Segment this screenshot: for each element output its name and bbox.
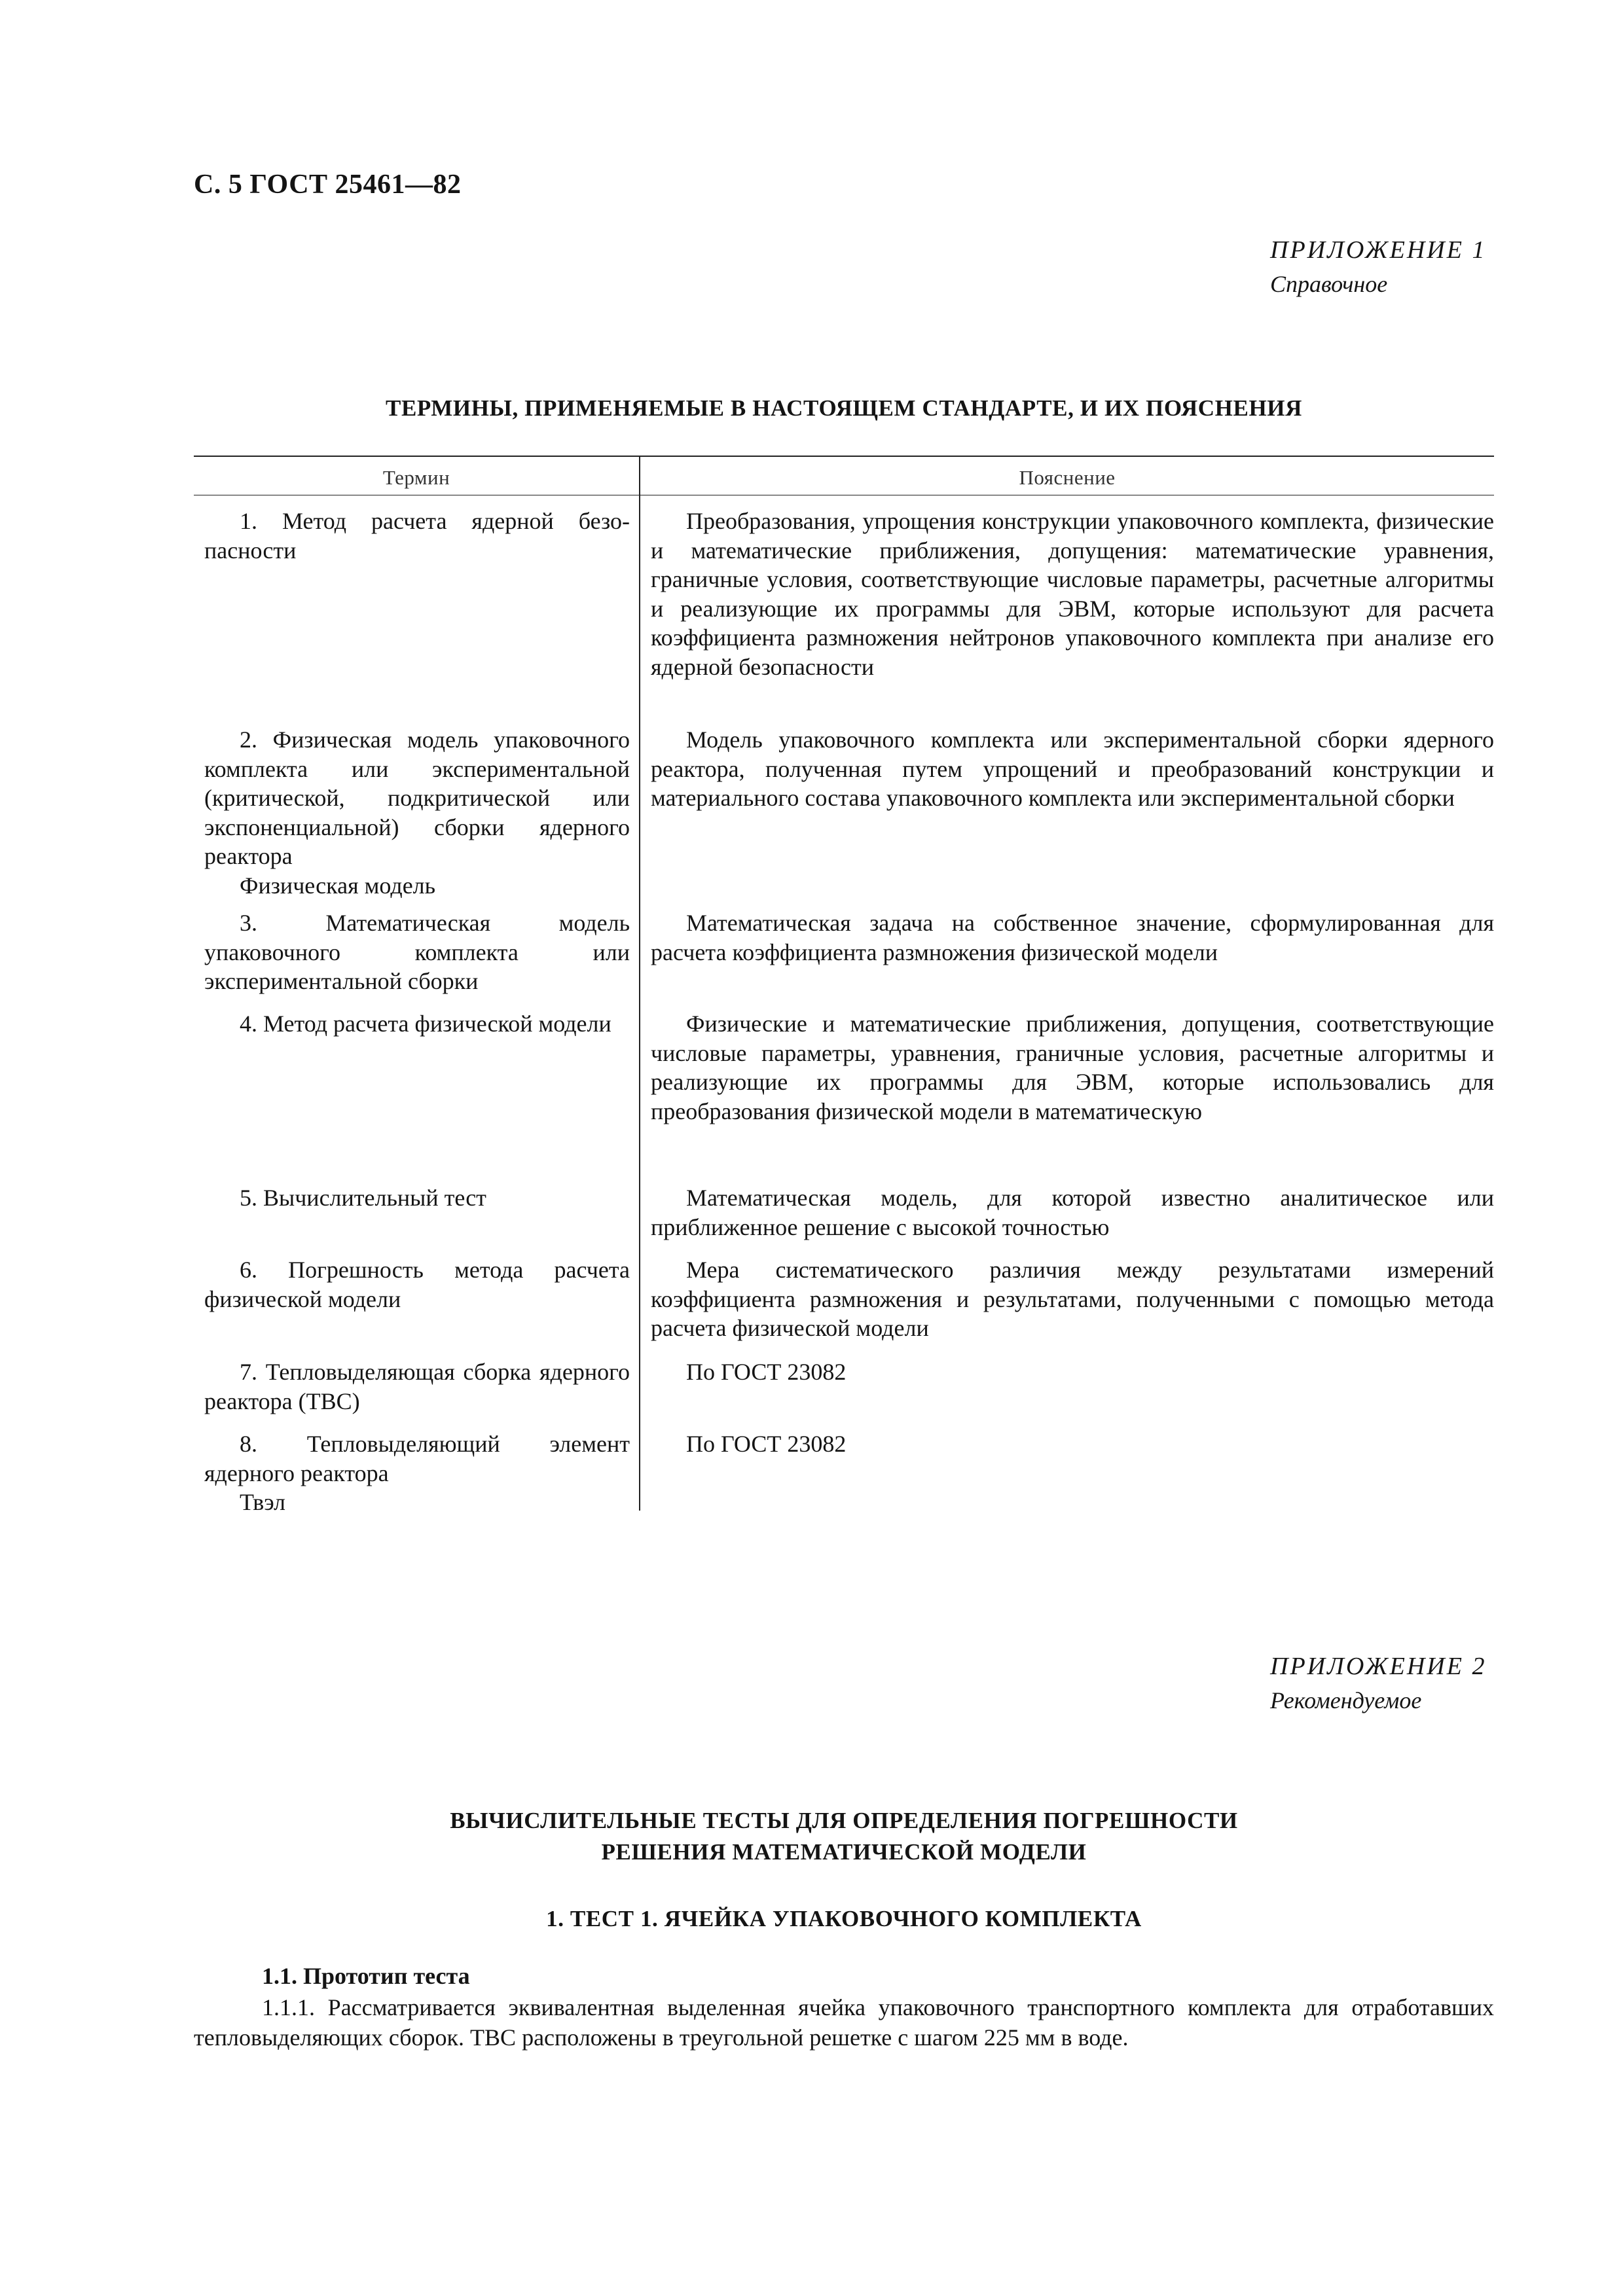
explanation-cell: Преобразования, упрощения конструкции упаковочного комплекта, физические и математические приближения, допущения: математические уравнения, граничные условия, соответствующие числовые параметры, расчетные алгоритмы и реализующие их программы для ЭВМ, которые используют для расчета коэффициента размножения нейтронов упаковочного комплекта при анализе его ядерной безопасности (651, 508, 1494, 680)
term-cell: 4. Метод расчета физической модели (240, 1011, 611, 1037)
explanation-cell: По ГОСТ 23082 (686, 1359, 847, 1385)
appendix-2-title (194, 1805, 1494, 1868)
explanation-cell: Мера систематического различия между результатами измерений коэффициента размножения и результатами, полученными с помощью метода расчета физической модели (651, 1257, 1494, 1341)
explanation-cell: Физические и математические приближения, допущения, соответствующие числовые параметры, уравнения, граничные условия, расчетные алгоритмы и реализующие их программы для ЭВМ, которые использовались для преобразования физической модели в математическую (651, 1011, 1494, 1124)
appendix-2-title-line-1: ВЫЧИСЛИТЕЛЬНЫЕ ТЕСТЫ ДЛЯ ОПРЕДЕЛЕНИЯ ПОГРЕШНОСТИ (450, 1808, 1238, 1833)
term-short-name: Твэл (240, 1489, 285, 1515)
appendix-2-label (1270, 1649, 1492, 1717)
appendix-1-label (1270, 233, 1492, 301)
table-top-rule (194, 456, 1494, 457)
explanation-cell: Математическая задача на собственное значение, сформулированная для расчета коэффициента размножения физической модели (651, 910, 1494, 965)
term-cell: 1. Метод расчета ядерной безо-пасности (204, 508, 630, 564)
term-cell: 3. Математическая модель упаковочного комплекта или экспериментальной сборки (204, 910, 630, 994)
term-cell: 7. Тепловыделяющая сборка ядерного реактора (ТВС) (204, 1359, 630, 1414)
section-heading: 1. ТЕСТ 1. ЯЧЕЙКА УПАКОВОЧНОГО КОМПЛЕКТА (546, 1906, 1142, 1931)
term-cell: 8. Тепловыделяющий элемент ядерного реактора (204, 1431, 630, 1486)
term-cell: 6. Погрешность метода расчета физической модели (204, 1257, 630, 1312)
appendix-1-kind: Справочное (1270, 271, 1388, 297)
column-header-explanation: Пояснение (1019, 466, 1116, 489)
table-title: ТЕРМИНЫ, ПРИМЕНЯЕМЫЕ В НАСТОЯЩЕМ СТАНДАРТЕ, И ИХ ПОЯСНЕНИЯ (386, 395, 1302, 421)
page-header: С. 5 ГОСТ 25461—82 (194, 170, 462, 200)
term-cell: 5. Вычислительный тест (240, 1185, 486, 1211)
appendix-2-number: ПРИЛОЖЕНИЕ 2 (1270, 1653, 1487, 1680)
paragraph: 1.1.1. Рассматривается эквивалентная выделенная ячейка упаковочного транспортного комплекта для отработавших тепловыделяющих сборок. ТВС расположены в треугольной решетке с шагом 225 мм в воде. (194, 1994, 1494, 2051)
term-short-name: Физическая модель (240, 872, 436, 899)
appendix-1-number: ПРИЛОЖЕНИЕ 1 (1270, 236, 1487, 264)
term-cell: 2. Физическая модель упаковочного комплекта или экспериментальной (критической, подкритической или экспоненциальной) сборки ядерного реактора (204, 726, 630, 869)
appendix-2-kind: Рекомендуемое (1270, 1687, 1422, 1713)
subsection-heading: 1.1. Прототип теста (262, 1963, 470, 1989)
table-column-divider (639, 456, 640, 1511)
column-header-term: Термин (382, 466, 450, 489)
term-cell-wrap (204, 1429, 630, 1517)
explanation-cell: Математическая модель, для которой известно аналитическое или приближенное решение с высокой точностью (651, 1185, 1494, 1240)
term-cell-wrap (204, 725, 630, 900)
explanation-cell: По ГОСТ 23082 (686, 1431, 847, 1457)
explanation-cell: Модель упаковочного комплекта или экспериментальной сборки ядерного реактора, полученная путем упрощений и преобразований конструкции и материального состава упаковочного комплекта или экспериментальной сборки (651, 726, 1494, 811)
appendix-2-title-line-2: РЕШЕНИЯ МАТЕМАТИЧЕСКОЙ МОДЕЛИ (601, 1839, 1087, 1865)
